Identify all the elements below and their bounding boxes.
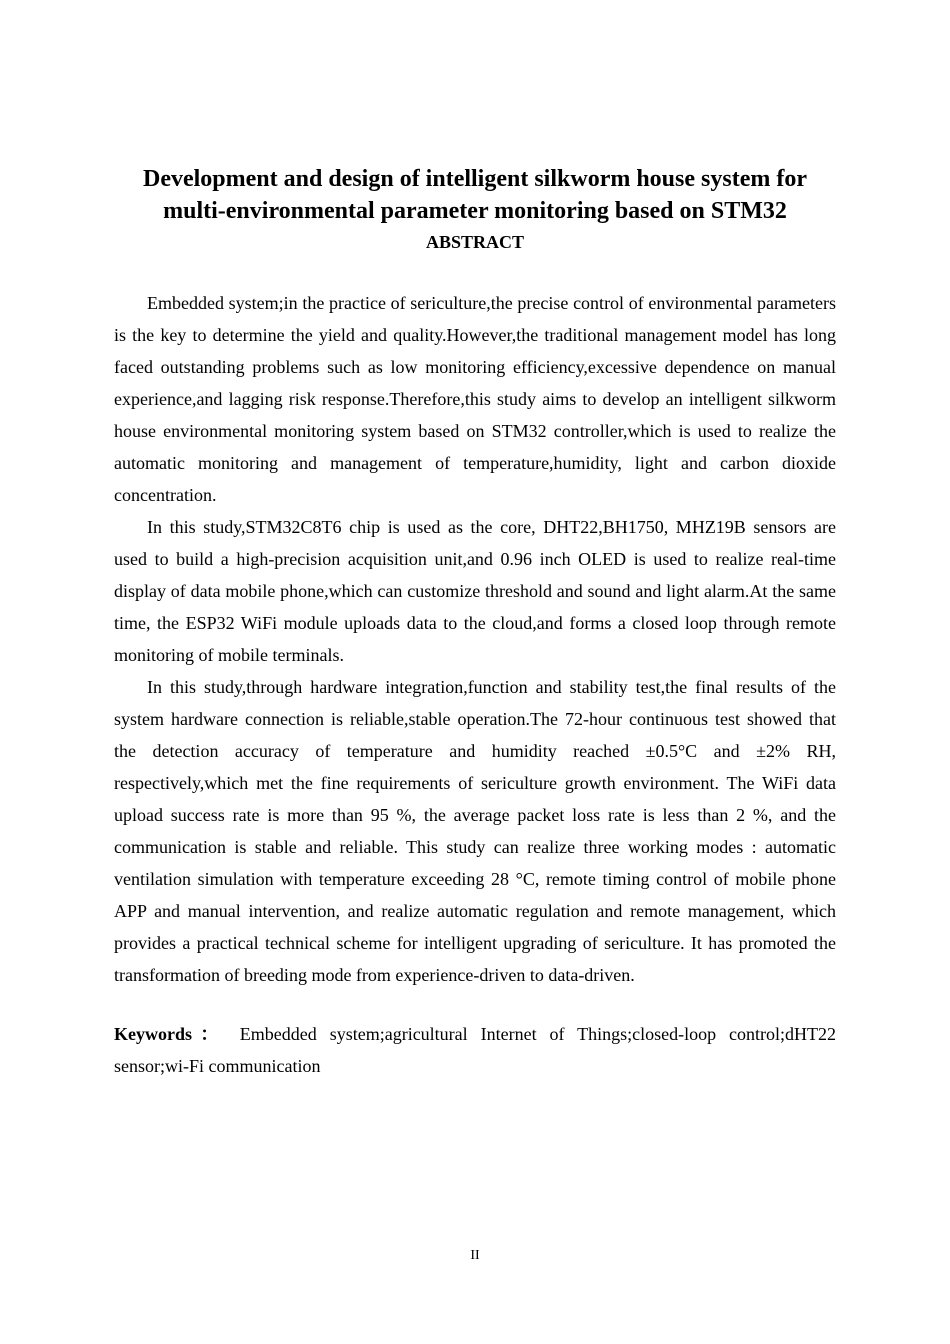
title-block [100, 163, 850, 255]
abstract-paragraph-2: In this study,STM32C8T6 chip is used as the core, DHT22,BH1750, MHZ19B sensors are used to build a high-precision acquisition unit,and 0.96 inch OLED is used to realize real-time display of data mobile phone,which can customize threshold and sound and light alarm.At the same time, the ESP32 WiFi module uploads data to the cloud,and forms a closed loop through remote monitoring of mobile terminals. [114, 517, 836, 665]
keywords [114, 1018, 836, 1082]
keywords-label: Keywords： [114, 1024, 227, 1044]
keywords-text: Embedded system;agricultural Internet of Things;closed-loop control;dHT22 sensor;wi-Fi communication [114, 1024, 836, 1076]
abstract-paragraph-1: Embedded system;in the practice of sericulture,the precise control of environmental parameters is the key to determine the yield and quality.However,the traditional management model has long faced outstanding problems such as low monitoring efficiency,excessive dependence on manual experience,and lagging risk response.Therefore,this study aims to develop an intelligent silkworm house environmental monitoring system based on STM32 controller,which is used to realize the automatic monitoring and management of temperature,humidity, light and carbon dioxide concentration. [114, 293, 836, 505]
paper-title-line-1: Development and design of intelligent silkworm house system for [143, 166, 807, 192]
page-number: II [470, 1248, 480, 1263]
abstract-paragraph-3: In this study,through hardware integration,function and stability test,the final results of the system hardware connection is reliable,stable operation.The 72-hour continuous test showed that the detection accuracy of temperature and humidity reached ±0.5°C and ±2% RH, respectively,which met the fine requirements of sericulture growth environment. The WiFi data upload success rate is more than 95 %, the average packet loss rate is less than 2 %, and the communication is stable and reliable. This study can realize three working modes : automatic ventilation simulation with temperature exceeding 28 °C, remote timing control of mobile phone APP and manual intervention, and realize automatic regulation and remote management, which provides a practical technical scheme for intelligent upgrading of sericulture. It has promoted the transformation of breeding mode from experience-driven to data-driven. [114, 677, 836, 985]
paper-title-line-2: multi-environmental parameter monitoring based on STM32 [163, 198, 787, 224]
abstract-body [114, 287, 836, 991]
abstract-heading: ABSTRACT [425, 232, 525, 252]
